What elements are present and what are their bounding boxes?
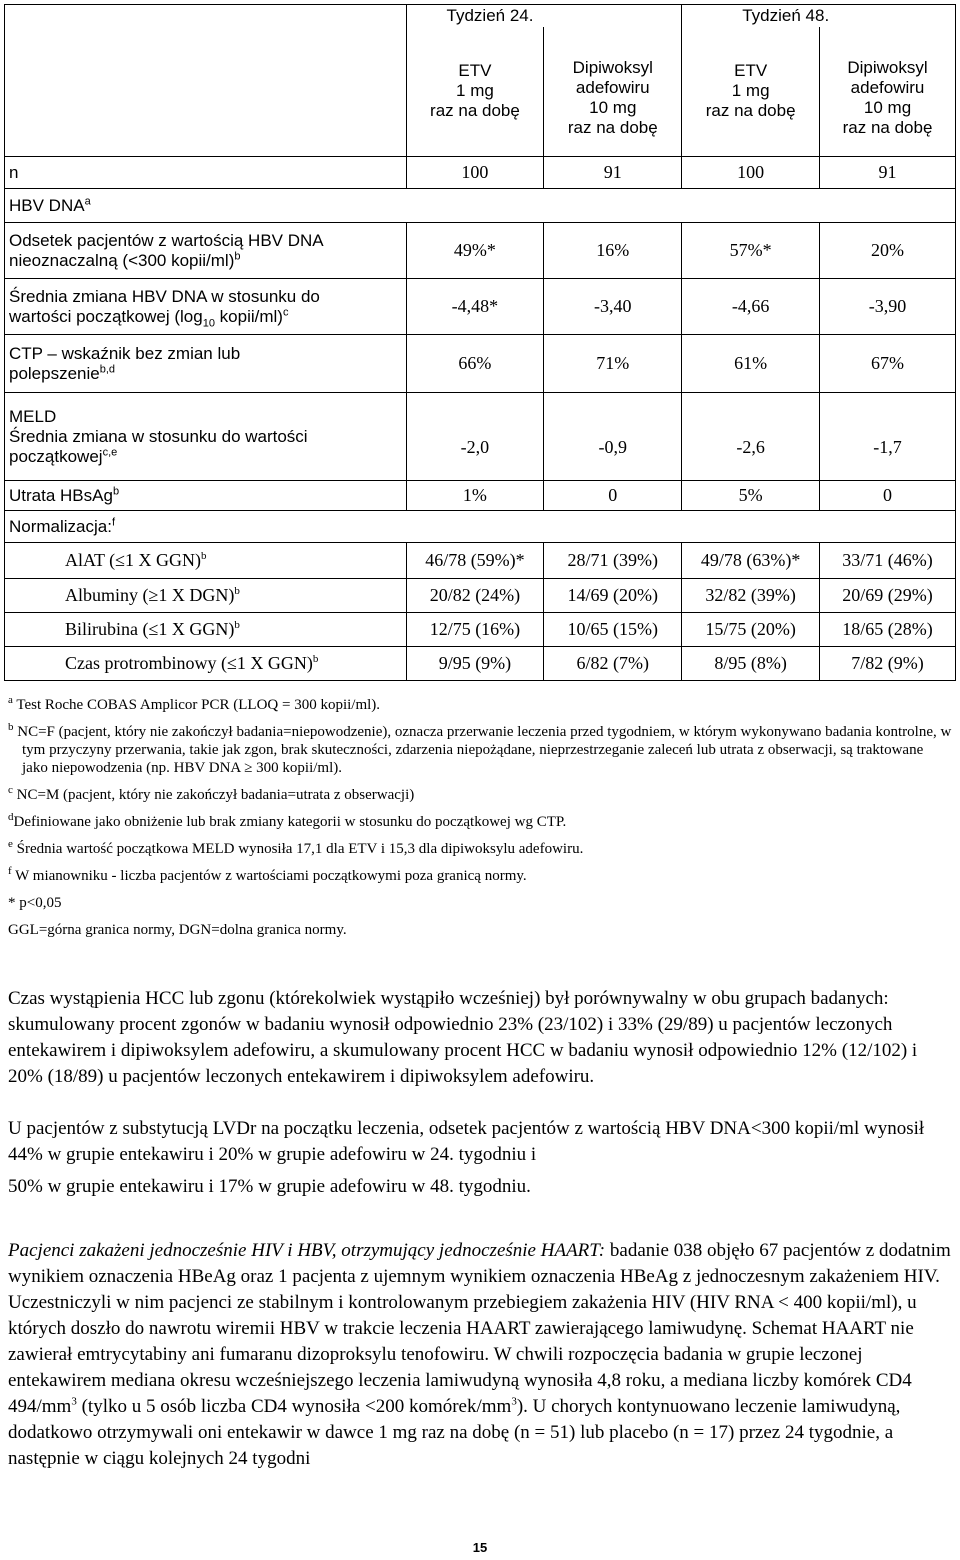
footnote-mark: a [84,194,91,207]
col-label: raz na dobę [705,101,796,121]
col-label: raz na dobę [567,118,658,138]
cell-value: -3,40 [544,279,682,335]
footnote-mark: b [234,619,240,631]
table-header-weeks [5,5,956,27]
footnote-text: NC=M (pacjent, który nie zakończył badania=utrata z obserwacji) [12,787,415,803]
col-label: 10 mg [863,98,912,118]
footnote-ggl: GGL=górna granica normy, DGN=dolna granica normy. [8,922,347,938]
cell-value: 66% [406,335,544,393]
label-text: Utrata HBsAg [9,485,113,505]
col-label: Dipiwoksyl [572,58,653,78]
label-text: kopii/ml) [214,306,283,326]
footnote-mark: b,d [99,362,116,375]
col-dip-24 [544,27,682,157]
col-etv-24 [406,27,544,157]
table-row-n [5,157,956,189]
paragraph-text: U pacjentów z substytucją LVDr na początku leczenia, odsetek pacjentów z wartością HBV DNA<300 kopii/ml wynosił 44% w grupie entekawiru i 20% w grupie adefowiru w 24. tygodniu i [8,1118,925,1165]
label-text: nieoznaczalną (<300 kopii/ml) [9,250,235,270]
header-empty-cell [5,5,407,157]
footnote-c [8,786,952,804]
label-line [9,447,402,467]
col-label: adefowiru [575,78,650,98]
cell-value: 49/78 (63%)* [682,543,820,579]
table-row-albuminy [5,579,956,613]
label-text: Albuminy (≥1 X DGN) [65,585,235,605]
table-row-hbv-dna [5,189,956,223]
table-row-srednia [5,279,956,335]
cell-value: -4,48* [406,279,544,335]
footnote-b [8,723,952,777]
col-label: raz na dobę [430,101,520,121]
cell-value: 0 [820,481,956,511]
footnote-mark: b [8,721,14,733]
label-text: Normalizacja: [9,516,112,536]
cell-value: -0,9 [544,393,682,481]
cell-value: 20/69 (29%) [820,579,956,613]
label-text: wartości początkowej (log [9,306,203,326]
footnote-e [8,840,952,858]
cell-value: 61% [682,335,820,393]
footnotes [8,696,952,948]
label-text: AlAT (≤1 X GGN) [65,550,202,570]
table-row-odsetek [5,223,956,279]
cell-value: 67% [820,335,956,393]
superscript: 3 [511,1395,517,1408]
table-row-czas [5,647,956,681]
italic-heading: Pacjenci zakażeni jednocześnie HIV i HBV, otrzymujący jednocześnie HAART: [8,1240,606,1261]
col-label: 1 mg [456,81,494,101]
cell-value: 33/71 (46%) [820,543,956,579]
col-label: raz na dobę [842,118,933,138]
footnote-mark: d [8,811,14,823]
cell-value: 28/71 (39%) [544,543,682,579]
footnote-mark: c,e [102,445,118,458]
row-label: n [5,157,407,189]
row-label [5,393,407,481]
footnote-mark: b [234,585,240,597]
cell-value: 49%* [406,223,544,279]
paragraph-text: (tylko u 5 osób liczba CD4 wynosiła <200 komórek/mm [76,1396,512,1417]
row-label [5,279,407,335]
cell-value: 1% [406,481,544,511]
cell-value: -2,0 [406,393,544,481]
cell-value: 20/82 (24%) [406,579,544,613]
footnote-mark: b [112,484,120,497]
row-label [5,647,407,681]
col-label: Dipiwoksyl [847,58,928,78]
footnote-mark: e [8,838,13,850]
row-label [5,613,407,647]
col-label: 10 mg [589,98,637,118]
footnote-text: NC=F (pacjent, który nie zakończył badania=niepowodzenie), oznacza przerwanie leczenia przed tygodniem, w którym wykonywano badania kontrolne, w tym przyczyny przerwania, takie jak zgon, brak skuteczności, zdarzenia niepożądane, nieprzestrzeganie zaleceń lub utrata z obserwacji, są traktowane jako niepowodzenia (np. HBV DNA ≥ 300 kopii/ml). [13,724,952,776]
label-line: Średnia zmiana w stosunku do wartości [9,426,308,446]
cell-value: 9/95 (9%) [406,647,544,681]
footnote-mark: a [8,694,13,706]
row-label [5,511,956,543]
footnote-p: * p<0,05 [8,895,62,911]
paragraph-text: ). U chorych kontynuowano leczenie lamiwudyną, dodatkowo otrzymywali oni entekawir w dawce 1 mg raz na dobę (n = 51) lub placebo (n = 17) przez 24 tygodnie, a następnie w ciągu kolejnych 24 tygodni [8,1396,901,1469]
col-label: adefowiru [850,78,925,98]
footnote-text: Definiowane jako obniżenie lub brak zmiany kategorii w stosunku do początkowej wg CTP. [13,814,567,830]
cell-value: 6/82 (7%) [544,647,682,681]
cell-value: -4,66 [682,279,820,335]
footnote-d [8,813,952,831]
label-text: HBV DNA [9,195,85,215]
footnote-text: Średnia wartość początkowa MELD wynosiła 17,1 dla ETV i 15,3 dla dipiwoksylu adefowiru. [12,841,584,857]
cell-value: 5% [682,481,820,511]
label-line [9,307,402,327]
superscript: 3 [71,1395,77,1408]
col-label: 1 mg [731,81,770,101]
cell-value: 100 [682,157,820,189]
footnote-mark: b [201,550,207,562]
paragraph-hcc: Czas wystąpienia HCC lub zgonu (którekolwiek wystąpiło wcześniej) był porównywalny w obu grupach badanych: skumulowany procent zgonów w badaniu wynosił odpowiednio 23% (23/102) i 33% (29/89) u pacjentów leczonych entekawirem i dipiwoksylem adefowiru, a skumulowany procent HCC w badaniu wynosił odpowiednio 12% (12/102) i 20% (18/89) u pacjentów leczonych entekawirem i dipiwoksylem adefowiru. [8,988,918,1087]
table-row-hbsag [5,481,956,511]
col-dip-48 [820,27,956,157]
footnote-mark: f [8,865,12,877]
table-row-ctp [5,335,956,393]
footnote-mark: b [234,249,241,262]
row-label [5,335,407,393]
cell-value: 57%* [682,223,820,279]
label-text: Czas protrombinowy (≤1 X GGN) [65,653,313,673]
col-label: ETV [458,61,492,81]
label-line: Średnia zmiana HBV DNA w stosunku do [9,286,320,306]
row-label [5,481,407,511]
paragraph-hiv-hbv [8,1238,952,1472]
footnote-f [8,867,952,885]
cell-value: -2,6 [682,393,820,481]
footnote-mark: b [312,653,319,665]
row-label [5,223,407,279]
cell-value: 16% [544,223,682,279]
cell-value: 46/78 (59%)* [406,543,544,579]
label-line [9,364,402,384]
table-row-alat [5,543,956,579]
cell-value: 91 [820,157,956,189]
cell-value: 10/65 (15%) [544,613,682,647]
footnote-a [8,696,952,714]
cell-value: 7/82 (9%) [820,647,956,681]
footnote-mark: c [8,784,13,796]
week24-header: Tydzień 24. [406,5,682,27]
results-table [4,4,956,681]
cell-value: -3,90 [820,279,956,335]
cell-value: -1,7 [820,393,956,481]
col-etv-48 [682,27,820,157]
cell-value: 91 [544,157,682,189]
subscript: 10 [202,316,215,329]
table-row-bilirubina [5,613,956,647]
footnote-mark: c [282,305,289,318]
cell-value: 0 [544,481,682,511]
table-row-meld [5,393,956,481]
col-label: ETV [734,61,768,81]
label-text: polepszenie [9,363,100,383]
cell-value: 14/69 (20%) [544,579,682,613]
label-line: MELD [9,406,57,426]
cell-value: 20% [820,223,956,279]
footnote-mark: f [111,515,116,528]
footnote-text: Test Roche COBAS Amplicor PCR (LLOQ = 300 kopii/ml). [12,697,381,713]
footnote-text: W mianowniku - liczba pacjentów z wartościami początkowymi poza granicą normy. [11,868,527,884]
cell-value: 100 [406,157,544,189]
paragraph-lvdr [8,1116,952,1200]
cell-value: 32/82 (39%) [682,579,820,613]
week48-header: Tydzień 48. [682,5,956,27]
page-number: 15 [472,1540,488,1555]
cell-value: 12/75 (16%) [406,613,544,647]
row-label [5,579,407,613]
label-text: Bilirubina (≤1 X GGN) [65,619,235,639]
cell-value: 18/65 (28%) [820,613,956,647]
table-row-normalizacja [5,511,956,543]
cell-value: 8/95 (8%) [682,647,820,681]
cell-value: 71% [544,335,682,393]
paragraph-text: badanie 038 objęło 67 pacjentów z dodatnim wynikiem oznaczenia HBeAg oraz 1 pacjenta z ujemnym wynikiem oznaczenia HBeAg z jednoczesnym zakażeniem HIV. Uczestniczyli w nim pacjenci ze stabilnym i kontrolowanym przebiegiem zakażenia HIV (HIV RNA < 400 kopii/ml), u których doszło do nawrotu wiremii HBV w trakcie leczenia HAART zawierającego lamiwudynę. Schemat HAART nie zawierał emtrycytabiny ani fumaranu dizoproksylu tenofowiru. W chwili rozpoczęcia badania w grupie leczonej entekawirem mediana okresu wcześniejszego leczenia lamiwudyną wynosiła 4,8 roku, a mediana liczby komórek CD4 494/mm [8,1240,951,1417]
label-line: CTP – wskaźnik bez zmian lub [9,343,241,363]
label-text: początkowej [9,446,103,466]
paragraph-text: 50% w grupie entekawiru i 17% w grupie adefowiru w 48. tygodniu. [8,1176,531,1197]
cell-value: 15/75 (20%) [682,613,820,647]
label-line: Odsetek pacjentów z wartością HBV DNA [9,230,324,250]
row-label [5,189,956,223]
label-line [9,251,402,271]
row-label [5,543,407,579]
